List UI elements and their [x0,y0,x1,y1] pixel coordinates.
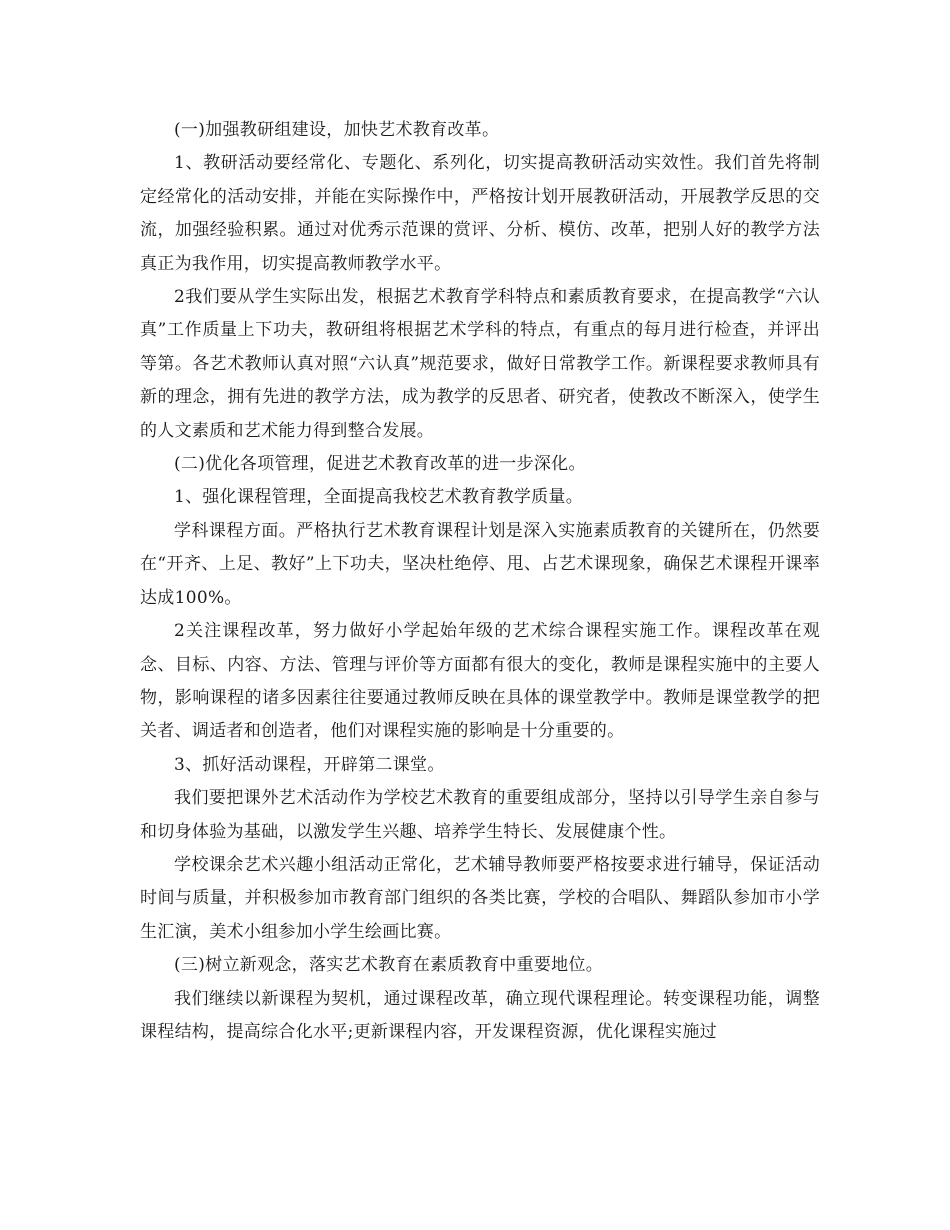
paragraph: 我们要把课外艺术活动作为学校艺术教育的重要组成部分，坚持以引导学生亲自参与和切身体验为基础，以激发学生兴趣、培养学生特长、发展健康个性。 [140,788,820,842]
paragraph: 学科课程方面。严格执行艺术教育课程计划是深入实施素质教育的关键所在，仍然要在“开齐、上足、教好”上下功夫，坚决杜绝停、甩、占艺术课现象，确保艺术课程开课率达成100%。 [140,520,820,608]
paragraph: 2我们要从学生实际出发，根据艺术教育学科特点和素质教育要求，在提高教学“六认真”工作质量上下功夫，教研组将根据艺术学科的特点，有重点的每月进行检查，并评出等第。各艺术教师认真对照“六认真”规范要求，做好日常教学工作。新课程要求教师具有新的理念，拥有先进的教学方法，成为教学的反思者、研究者，使教改不断深入，使学生的人文素质和艺术能力得到整合发展。 [140,287,820,441]
section-heading-3: (三)树立新观念，落实艺术教育在素质教育中重要地位。 [174,955,604,976]
paragraph: 1、教研活动要经常化、专题化、系列化，切实提高教研活动实效性。我们首先将制定经常化的活动安排，并能在实际操作中，严格按计划开展教研活动，开展教学反思的交流，加强经验积累。通过对优秀示范课的赏评、分析、模仿、改革，把别人好的教学方法真正为我作用，切实提高教师教学水平。 [140,153,820,274]
paragraph: 2关注课程改革，努力做好小学起始年级的艺术综合课程实施工作。课程改革在观念、目标、内容、方法、管理与评价等方面都有很大的变化，教师是课程实施中的主要人物，影响课程的诸多因素往往要通过教师反映在具体的课堂教学中。教师是课堂教学的把关者、调适者和创造者，他们对课程实施的影响是十分重要的。 [140,621,820,742]
section-heading-1: (一)加强教研组建设，加快艺术教育改革。 [174,120,500,140]
subheading: 3、抓好活动课程，开辟第二课堂。 [174,754,445,775]
paragraph: 学校课余艺术兴趣小组活动正常化，艺术辅导教师要严格按要求进行辅导，保证活动时间与质量，并积极参加市教育部门组织的各类比赛，学校的合唱队、舞蹈队参加市小学生汇演，美术小组参加小学生绘画比赛。 [140,854,820,942]
document-body [140,114,820,1049]
paragraph: 我们继续以新课程为契机，通过课程改革，确立现代课程理论。转变课程功能，调整课程结构，提高综合化水平;更新课程内容，开发课程资源，优化课程实施过 [140,988,820,1042]
section-heading-2: (二)优化各项管理，促进艺术教育改革的进一步深化。 [174,454,586,475]
subheading: 1、强化课程管理，全面提高我校艺术教育教学质量。 [174,487,584,508]
